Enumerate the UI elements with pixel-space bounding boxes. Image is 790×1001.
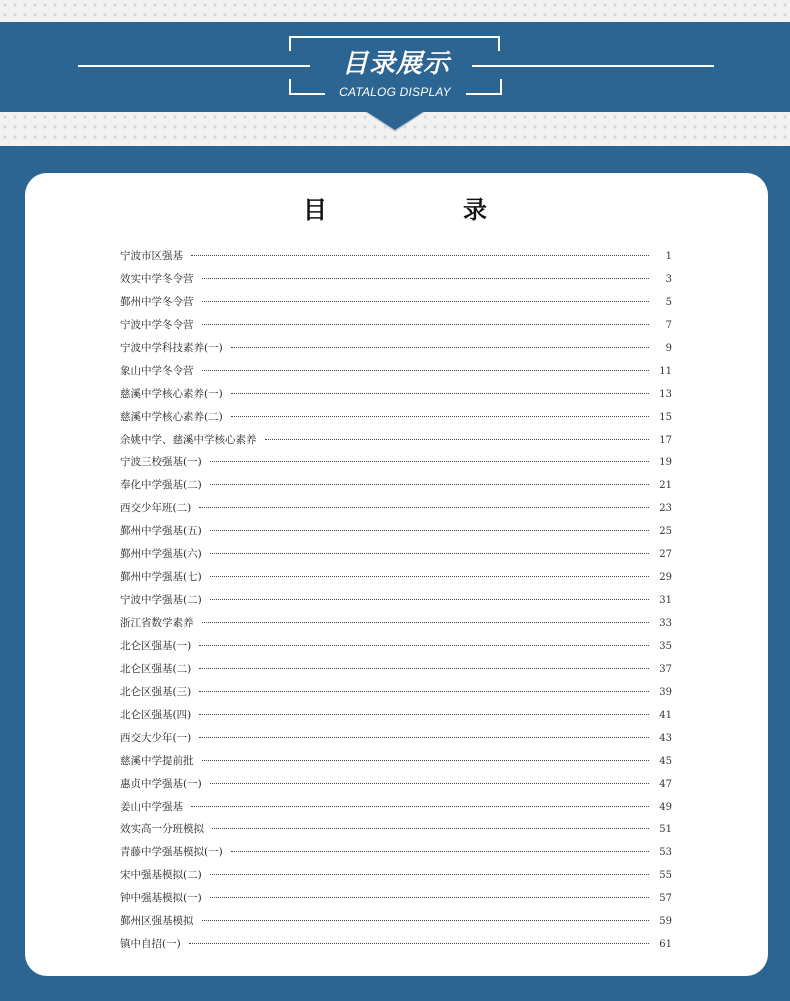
toc-entry-title: 宁波中学冬令营 [120,318,194,331]
toc-entry[interactable] [120,844,672,867]
toc-entry-page-number: 21 [659,480,672,492]
toc-entry-title: 鄞州中学强基(五) [120,525,202,538]
document-title: 目 录 [303,195,543,224]
toc-dot-leader [210,553,649,554]
toc-entry[interactable] [120,684,672,707]
toc-entry[interactable] [120,340,672,363]
toc-entry-title: 镇中自招(一) [120,938,181,951]
toc-entry[interactable] [120,707,672,730]
header-subtitle: CATALOG DISPLAY [339,85,451,99]
toc-entry-title: 惠贞中学强基(一) [120,777,202,790]
toc-dot-leader [210,599,649,600]
toc-entry-page-number: 11 [659,365,672,377]
toc-entry-title: 慈溪中学核心素养(一) [120,387,223,400]
toc-entry-page-number: 29 [659,572,672,584]
toc-entry[interactable] [120,271,672,294]
toc-entry-title: 青藤中学强基模拟(一) [120,846,223,859]
toc-entry-page-number: 23 [659,503,672,515]
toc-entry-title: 宁波市区强基 [120,250,183,262]
toc-entry-page-number: 31 [659,595,672,607]
toc-dot-leader [199,691,649,692]
toc-dot-leader [199,645,649,646]
toc-entry[interactable] [120,913,672,936]
toc-entry[interactable] [120,867,672,890]
toc-dot-leader [199,507,649,508]
toc-entry-page-number: 59 [659,916,672,928]
toc-entry-title: 象山中学冬令营 [120,364,194,377]
header-rule-left [78,65,310,67]
toc-entry-title: 宁波中学强基(二) [120,594,202,607]
toc-entry-title: 鄞州区强基模拟 [120,915,194,928]
toc-entry[interactable] [120,294,672,317]
toc-entry[interactable] [120,248,672,271]
toc-entry-title: 北仑区强基(一) [120,639,192,652]
toc-entry-title: 北仑区强基(二) [120,662,192,675]
toc-entry[interactable] [120,936,672,959]
toc-entry-page-number: 1 [665,251,672,262]
toc-dot-leader [202,622,650,623]
toc-entry-page-number: 15 [659,411,672,423]
header-title: 目录展示 [341,49,450,79]
toc-entry-title: 鄞州中学强基(六) [120,548,202,561]
banner-notch [367,112,423,130]
toc-entry[interactable] [120,821,672,844]
toc-entry-title: 效实中学冬令营 [120,272,194,285]
toc-entry-page-number: 13 [659,388,672,400]
toc-entry-title: 钟中强基模拟(一) [120,892,202,905]
toc-entry-title: 奉化中学强基(二) [120,479,202,492]
toc-entry[interactable] [120,615,672,638]
toc-dot-leader [202,760,650,761]
toc-entry-page-number: 7 [665,319,672,331]
toc-entry-page-number: 3 [665,273,672,285]
toc-entry-page-number: 61 [659,939,672,951]
toc-entry[interactable] [120,730,672,753]
toc-entry[interactable] [120,592,672,615]
toc-entry[interactable] [120,523,672,546]
toc-entry-page-number: 41 [659,709,672,721]
toc-entry-page-number: 45 [659,755,672,767]
toc-entry-page-number: 37 [659,663,672,675]
toc-entry-page-number: 49 [659,801,672,813]
toc-dot-leader [210,484,649,485]
toc-dot-leader [231,393,649,394]
toc-entry-title: 效实高一分班模拟 [120,823,204,836]
toc-entry[interactable] [120,454,672,477]
toc-entry-title: 姜山中学强基 [120,800,183,813]
toc-entry[interactable] [120,546,672,569]
toc-entry-page-number: 47 [659,778,672,790]
toc-entry-page-number: 5 [665,296,672,308]
toc-dot-leader [189,943,649,944]
toc-entry-title: 鄞州中学强基(七) [120,571,202,584]
header-rule-right [472,65,714,67]
toc-entry-title: 慈溪中学核心素养(二) [120,410,223,423]
toc-entry-title: 宋中强基模拟(二) [120,869,202,882]
toc-entry-page-number: 25 [659,526,672,538]
toc-dot-leader [210,897,649,898]
toc-dot-leader [199,714,649,715]
toc-dot-leader [191,806,649,807]
toc-dot-leader [191,255,649,256]
toc-dot-leader [210,530,649,531]
toc-entry-title: 北仑区强基(三) [120,685,192,698]
toc-dot-leader [210,874,649,875]
toc-entry-title: 北仑区强基(四) [120,708,192,721]
toc-dot-leader [210,783,649,784]
toc-entry[interactable] [120,317,672,340]
toc-entry-title: 浙江省数学素养 [120,617,194,629]
toc-dot-leader [231,416,649,417]
toc-dot-leader [231,851,649,852]
toc-dot-leader [212,828,649,829]
toc-dot-leader [202,920,650,921]
toc-entry-page-number: 51 [659,824,672,836]
toc-entry[interactable] [120,890,672,913]
toc-entry[interactable] [120,409,672,432]
toc-entry-page-number: 57 [659,893,672,905]
toc-entry-page-number: 43 [659,732,672,744]
toc-entry[interactable] [120,638,672,661]
toc-entry-title: 慈溪中学提前批 [120,754,194,767]
toc-entry-page-number: 53 [659,847,672,859]
toc-entry-title: 西交大少年(一) [120,731,192,744]
toc-entry[interactable] [120,477,672,500]
toc-entry[interactable] [120,776,672,799]
toc-entry[interactable] [120,753,672,776]
toc-entry[interactable] [120,432,672,455]
toc-dot-leader [199,737,649,738]
toc-dot-leader [199,668,649,669]
toc-entry-title: 鄞州中学冬令营 [120,295,194,308]
toc-entry[interactable] [120,386,672,409]
toc-entry[interactable] [120,569,672,592]
toc-entry-page-number: 17 [659,434,672,446]
toc-entry-title: 西交少年班(二) [120,502,192,515]
toc-entry-page-number: 39 [659,686,672,698]
toc-entry[interactable] [120,363,672,386]
title-frame-bottom-right [466,79,502,95]
toc-entry[interactable] [120,500,672,523]
toc-entry-title: 宁波中学科技素养(一) [120,341,223,354]
toc-entry-page-number: 27 [659,549,672,561]
toc-entry-title: 余姚中学、慈溪中学核心素养 [120,433,257,446]
toc-dot-leader [210,461,649,462]
toc-entry-page-number: 35 [659,640,672,652]
toc-entry-page-number: 33 [659,618,672,629]
toc-dot-leader [202,278,650,279]
toc-entry-page-number: 19 [659,457,672,469]
dotted-band-top [0,0,790,22]
toc-entry[interactable] [120,799,672,822]
toc-dot-leader [265,439,650,440]
toc-entry-title: 宁波三校强基(一) [120,456,202,469]
toc-dot-leader [202,324,650,325]
toc-entry-page-number: 9 [665,342,672,354]
title-frame-bottom-left [289,79,325,95]
toc-dot-leader [202,370,650,371]
toc-dot-leader [202,301,650,302]
toc-dot-leader [231,347,649,348]
toc-entry[interactable] [120,661,672,684]
table-of-contents [120,248,672,959]
toc-entry-page-number: 55 [659,870,672,882]
toc-dot-leader [210,576,649,577]
